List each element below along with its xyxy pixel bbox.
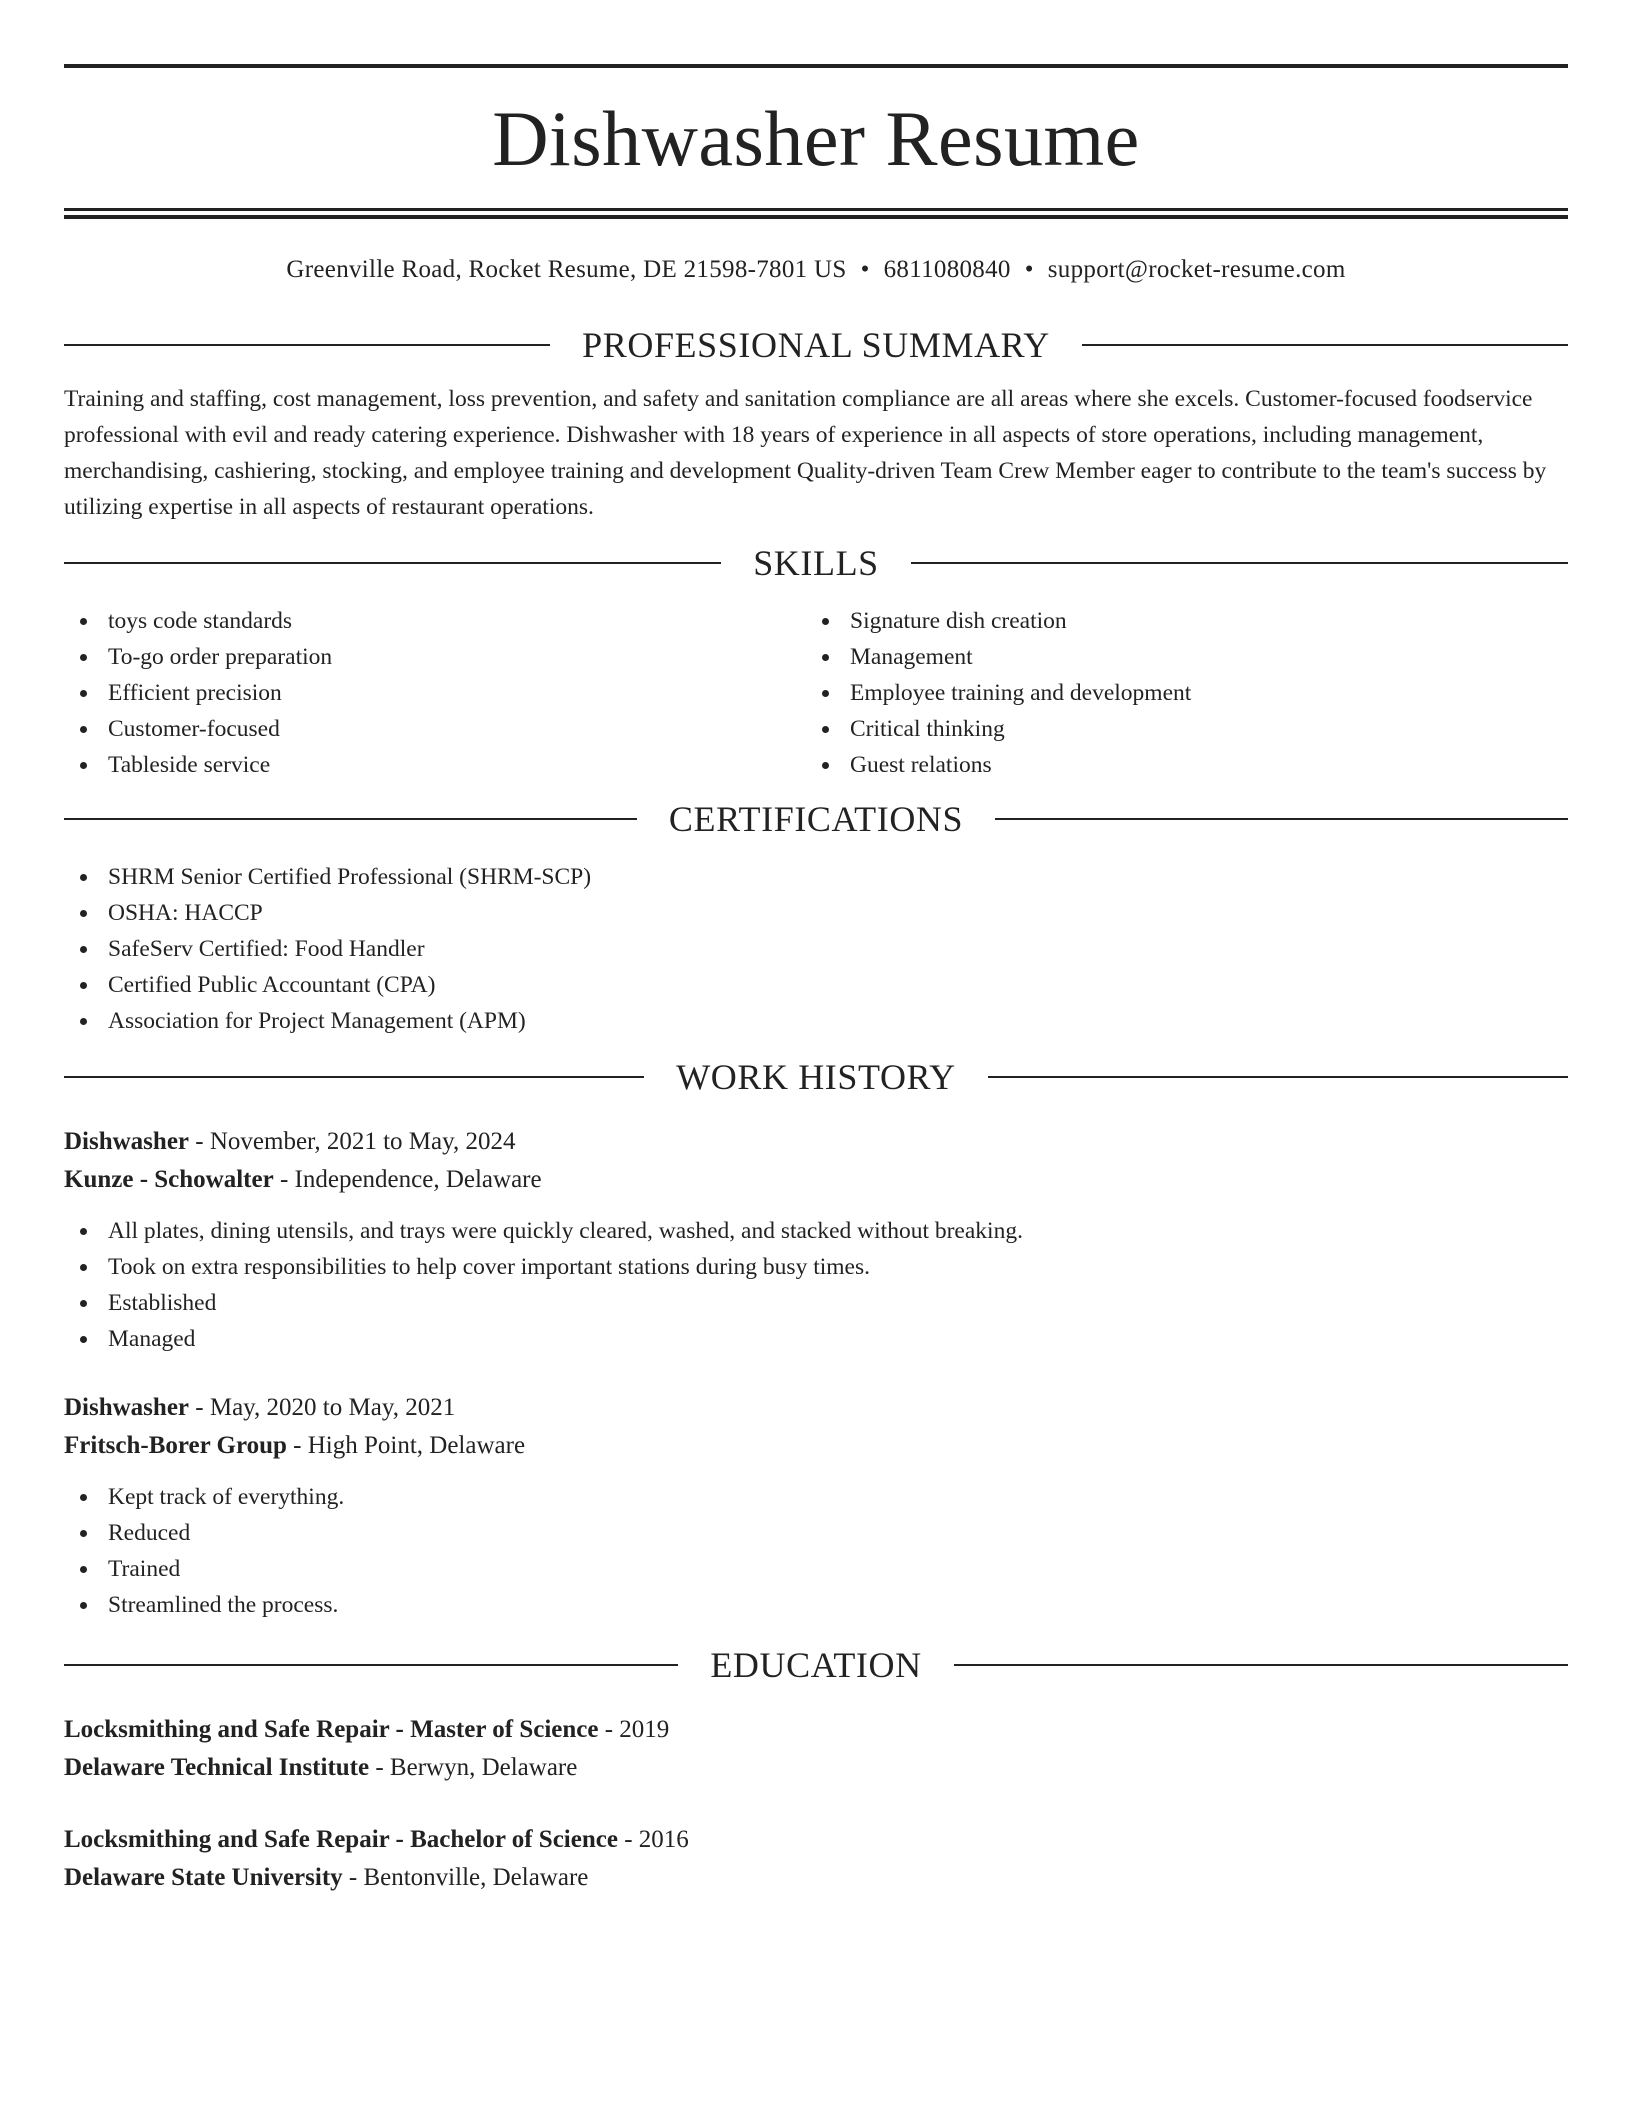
skill-item: Signature dish creation [806,603,1548,639]
dash-separator: - [598,1716,620,1743]
education-degree-line [64,1821,1568,1859]
education-entry [64,1711,1568,1787]
education-year: 2019 [619,1716,670,1743]
heading-rule [995,818,1568,820]
job-duty: Took on extra responsibilities to help cover important stations during busy times. [64,1249,1568,1285]
skill-item: Critical thinking [806,711,1548,747]
skill-item: To-go order preparation [64,639,806,675]
heading-rule [64,344,550,346]
education-heading [64,1645,1568,1685]
title-double-rule [64,208,1568,219]
certification-item: Certified Public Accountant (CPA) [64,967,1568,1003]
education-year: 2016 [638,1826,689,1853]
work-history-heading [64,1057,1568,1097]
contact-separator: • [860,256,870,283]
job-duty: Managed [64,1321,1568,1357]
education-location: Berwyn, Delaware [389,1754,578,1781]
heading-rule [1082,344,1568,346]
certification-item: SafeServ Certified: Food Handler [64,931,1568,967]
education-location: Bentonville, Delaware [363,1864,589,1891]
education-school-line [64,1859,1568,1897]
education-school-line [64,1749,1568,1787]
dash-separator: - [286,1432,308,1459]
education-degree: Locksmithing and Safe Repair - Master of Science [64,1716,599,1743]
skill-item: Guest relations [806,747,1548,783]
certifications-list [64,859,1568,1039]
resume-page [64,64,1568,1897]
contact-address: Greenville Road, Rocket Resume, DE 21598-7801 US [286,256,847,283]
dash-separator: - [617,1826,639,1853]
skills-column-right [806,603,1548,783]
certifications-heading-label: CERTIFICATIONS [668,799,964,839]
job-duty: All plates, dining utensils, and trays were quickly cleared, washed, and stacked without breaking. [64,1213,1568,1249]
education-degree-line [64,1711,1568,1749]
education-school: Delaware State University [64,1864,343,1891]
heading-rule [988,1076,1568,1078]
skill-item: Efficient precision [64,675,806,711]
contact-info [64,253,1568,287]
skill-item: Tableside service [64,747,806,783]
certification-item: OSHA: HACCP [64,895,1568,931]
summary-text: Training and staffing, cost management, loss prevention, and safety and sanitation compliance are all areas where she excels. Customer-focused foodservice professional with evil and ready catering experience. Dishwasher with 18 years of experience in all aspects of store operations, including management, merchandising, cashiering, stocking, and employee training and development Quality-driven Team Crew Member eager to contribute to the team's success by utilizing expertise in all aspects of restaurant operations. [64,386,1547,520]
job-entry [64,1389,1568,1623]
education-entry [64,1821,1568,1897]
job-entry [64,1123,1568,1357]
job-company-line [64,1427,1568,1465]
summary-heading-label: PROFESSIONAL SUMMARY [582,325,1050,365]
job-duty: Reduced [64,1515,1568,1551]
contact-separator: • [1024,256,1034,283]
skills-list [64,603,1568,783]
skill-item: Management [806,639,1548,675]
dash-separator: - [342,1864,364,1891]
job-location: High Point, Delaware [307,1432,526,1459]
summary-heading [64,325,1568,365]
contact-email[interactable]: support@rocket-resume.com [1047,256,1346,283]
certification-item: Association for Project Management (APM) [64,1003,1568,1039]
skill-item: toys code standards [64,603,806,639]
certification-item: SHRM Senior Certified Professional (SHRM-SCP) [64,859,1568,895]
job-company: Kunze - Schowalter [64,1166,274,1193]
job-title-line [64,1389,1568,1427]
job-duties-list [64,1213,1568,1357]
certifications-heading [64,799,1568,839]
job-dates: May, 2020 to May, 2021 [209,1394,456,1421]
heading-rule [64,818,637,820]
work-history-heading-label: WORK HISTORY [676,1057,956,1097]
job-location: Independence, Delaware [294,1166,542,1193]
contact-phone[interactable]: 6811080840 [883,256,1011,283]
job-duties-list [64,1479,1568,1623]
heading-rule [64,562,721,564]
job-duty: Streamlined the process. [64,1587,1568,1623]
job-title: Dishwasher [64,1128,190,1155]
job-duty: Kept track of everything. [64,1479,1568,1515]
job-duty: Established [64,1285,1568,1321]
dash-separator: - [189,1128,210,1155]
job-dates: November, 2021 to May, 2024 [209,1128,516,1155]
skills-heading [64,543,1568,583]
job-duty: Trained [64,1551,1568,1587]
skill-item: Customer-focused [64,711,806,747]
page-title: Dishwasher Resume [492,95,1140,182]
skills-heading-label: SKILLS [753,543,879,583]
job-title-line [64,1123,1568,1161]
heading-rule [911,562,1568,564]
skill-item: Employee training and development [806,675,1548,711]
heading-rule [64,1664,678,1666]
heading-rule [64,1076,644,1078]
education-degree: Locksmithing and Safe Repair - Bachelor of Science [64,1826,618,1853]
dash-separator: - [273,1166,295,1193]
dash-separator: - [189,1394,210,1421]
dash-separator: - [369,1754,390,1781]
education-school: Delaware Technical Institute [64,1754,370,1781]
skills-column-left [64,603,806,783]
job-company: Fritsch-Borer Group [64,1432,287,1459]
heading-rule [954,1664,1568,1666]
job-company-line [64,1161,1568,1199]
education-heading-label: EDUCATION [710,1645,922,1685]
job-title: Dishwasher [64,1394,190,1421]
